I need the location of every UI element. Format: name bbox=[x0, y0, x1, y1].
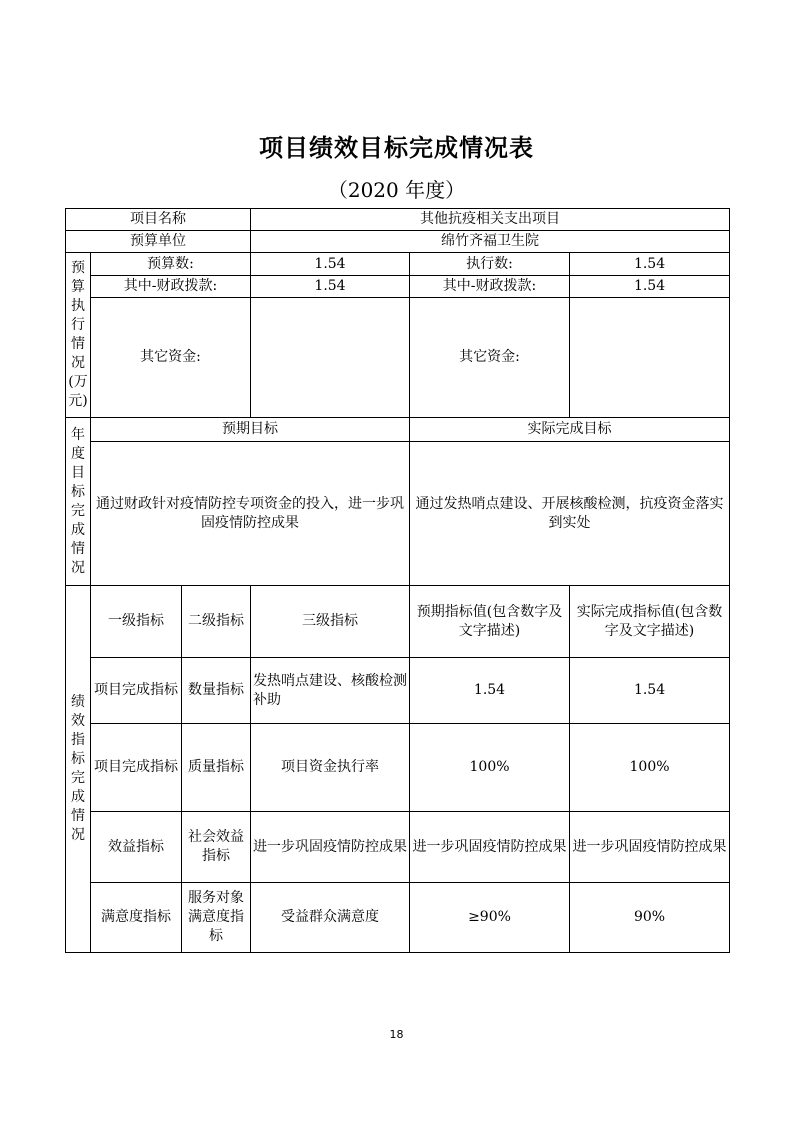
expected-goal-header: 预期目标 bbox=[91, 418, 410, 442]
indicator-header-row bbox=[66, 586, 730, 658]
actual-goal-header: 实际完成目标 bbox=[410, 418, 730, 442]
project-name-value: 其他抗疫相关支出项目 bbox=[251, 209, 730, 231]
expected-goal-text: 通过财政针对疫情防控专项资金的投入，进一步巩固疫情防控成果 bbox=[91, 442, 410, 586]
page-title: 项目绩效目标完成情况表 bbox=[259, 134, 534, 162]
annual-goal-label: 年 度 目 标 完 成 情 况 bbox=[66, 418, 91, 586]
indicator-level2: 服务对象满意度指标 bbox=[182, 883, 251, 953]
indicator-level3: 项目资金执行率 bbox=[251, 724, 410, 812]
indicator-actual: 100% bbox=[570, 724, 730, 812]
budget-exec-label: 预 算 执 行 情 况 (万 元) bbox=[66, 253, 91, 418]
performance-table bbox=[65, 208, 730, 953]
fiscal-label: 其中-财政拨款: bbox=[91, 276, 251, 298]
indicator-level2: 社会效益指标 bbox=[182, 812, 251, 883]
budget-amount-label: 预算数: bbox=[91, 253, 251, 276]
actual-value-header: 实际完成指标值(包含数字及文字描述) bbox=[570, 586, 730, 658]
perf-label: 绩 效 指 标 完 成 情 况 bbox=[66, 586, 91, 953]
exec-amount-label: 执行数: bbox=[410, 253, 570, 276]
budget-amount-value: 1.54 bbox=[251, 253, 410, 276]
indicator-expected: 进一步巩固疫情防控成果 bbox=[410, 812, 570, 883]
table-row bbox=[66, 883, 730, 953]
other-funds-label: 其它资金: bbox=[91, 298, 251, 418]
indicator-actual: 进一步巩固疫情防控成果 bbox=[570, 812, 730, 883]
table-row bbox=[66, 658, 730, 724]
table-row bbox=[66, 812, 730, 883]
table-row bbox=[66, 724, 730, 812]
indicator-level1: 项目完成指标 bbox=[91, 724, 182, 812]
other-funds-value-exec bbox=[570, 298, 730, 418]
indicator-expected: ≥90% bbox=[410, 883, 570, 953]
page-subtitle: （2020 年度） bbox=[327, 178, 466, 202]
expected-value-header: 预期指标值(包含数字及文字描述) bbox=[410, 586, 570, 658]
indicator-level2: 数量指标 bbox=[182, 658, 251, 724]
indicator-expected: 100% bbox=[410, 724, 570, 812]
budget-unit-row bbox=[66, 231, 730, 253]
other-funds-value bbox=[251, 298, 410, 418]
level2-header: 二级指标 bbox=[182, 586, 251, 658]
other-funds-row bbox=[66, 298, 730, 418]
exec-amount-value: 1.54 bbox=[570, 253, 730, 276]
budget-unit-value: 绵竹齐福卫生院 bbox=[251, 231, 730, 253]
indicator-level3: 受益群众满意度 bbox=[251, 883, 410, 953]
indicator-expected: 1.54 bbox=[410, 658, 570, 724]
project-name-row bbox=[66, 209, 730, 231]
fiscal-value-exec: 1.54 bbox=[570, 276, 730, 298]
indicator-level1: 项目完成指标 bbox=[91, 658, 182, 724]
budget-unit-label: 预算单位 bbox=[66, 231, 251, 253]
goal-header-row bbox=[66, 418, 730, 442]
actual-goal-text: 通过发热哨点建设、开展核酸检测，抗疫资金落实到实处 bbox=[410, 442, 730, 586]
indicator-level3: 发热哨点建设、核酸检测补助 bbox=[251, 658, 410, 724]
other-funds-label-exec: 其它资金: bbox=[410, 298, 570, 418]
project-name-label: 项目名称 bbox=[66, 209, 251, 231]
budget-amount-row bbox=[66, 253, 730, 276]
indicator-level3: 进一步巩固疫情防控成果 bbox=[251, 812, 410, 883]
level3-header: 三级指标 bbox=[251, 586, 410, 658]
fiscal-value: 1.54 bbox=[251, 276, 410, 298]
indicator-level2: 质量指标 bbox=[182, 724, 251, 812]
indicator-level1: 满意度指标 bbox=[91, 883, 182, 953]
level1-header: 一级指标 bbox=[91, 586, 182, 658]
goal-text-row bbox=[66, 442, 730, 586]
fiscal-label-exec: 其中-财政拨款: bbox=[410, 276, 570, 298]
fiscal-row bbox=[66, 276, 730, 298]
indicator-actual: 90% bbox=[570, 883, 730, 953]
page-number: 18 bbox=[389, 1028, 404, 1041]
indicator-actual: 1.54 bbox=[570, 658, 730, 724]
indicator-level1: 效益指标 bbox=[91, 812, 182, 883]
